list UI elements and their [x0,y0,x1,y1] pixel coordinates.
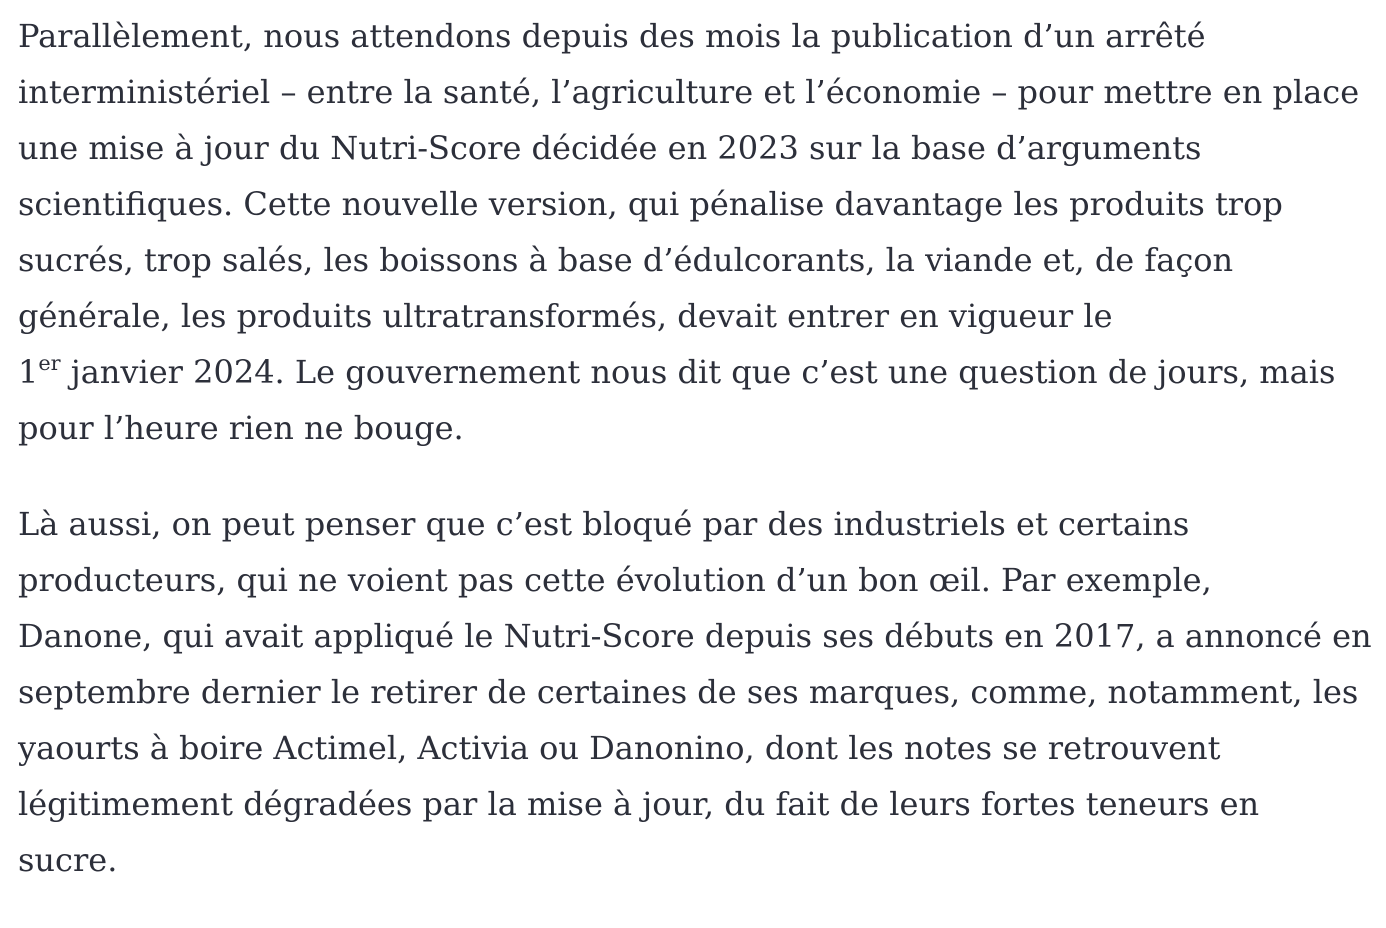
paragraph-line: interministériel – entre la santé, l’agriculture et l’économie – pour mettre en place [18,73,1360,111]
date-day: 1 [18,353,39,391]
paragraph-line [18,344,1358,400]
paragraph-1 [18,8,1358,456]
date-ordinal-suffix: er [38,351,61,376]
paragraph-line: pour l’heure rien ne bouge. [18,409,464,447]
paragraph-line: producteurs, qui ne voient pas cette évolution d’un bon œil. Par exemple, [18,561,1212,599]
paragraph-line: scientifiques. Cette nouvelle version, qui pénalise davantage les produits trop [18,185,1283,223]
paragraph-line: Danone, qui avait appliqué le Nutri-Score depuis ses débuts en 2017, a annoncé en [18,617,1372,655]
paragraph-line: sucrés, trop salés, les boissons à base d’édulcorants, la viande et, de façon [18,241,1234,279]
article-body [18,8,1372,928]
paragraph-line: générale, les produits ultratransformés, devait entrer en vigueur le [18,297,1113,335]
paragraph-line: septembre dernier le retirer de certaines de ses marques, comme, notamment, les [18,673,1359,711]
paragraph-line: légitimement dégradées par la mise à jour, du fait de leurs fortes teneurs en [18,785,1260,823]
paragraph-line: Là aussi, on peut penser que c’est bloqué par des industriels et certains [18,505,1190,543]
paragraph-line: une mise à jour du Nutri-Score décidée en 2023 sur la base d’arguments [18,129,1202,167]
paragraph-2 [18,496,1372,888]
paragraph-line: sucre. [18,841,118,879]
paragraph-line: Parallèlement, nous attendons depuis des mois la publication d’un arrêté [18,17,1206,55]
paragraph-line: yaourts à boire Actimel, Activia ou Danonino, dont les notes se retrouvent [18,729,1221,767]
date-line-rest: janvier 2024. Le gouvernement nous dit que c’est une question de jours, mais [60,353,1336,391]
